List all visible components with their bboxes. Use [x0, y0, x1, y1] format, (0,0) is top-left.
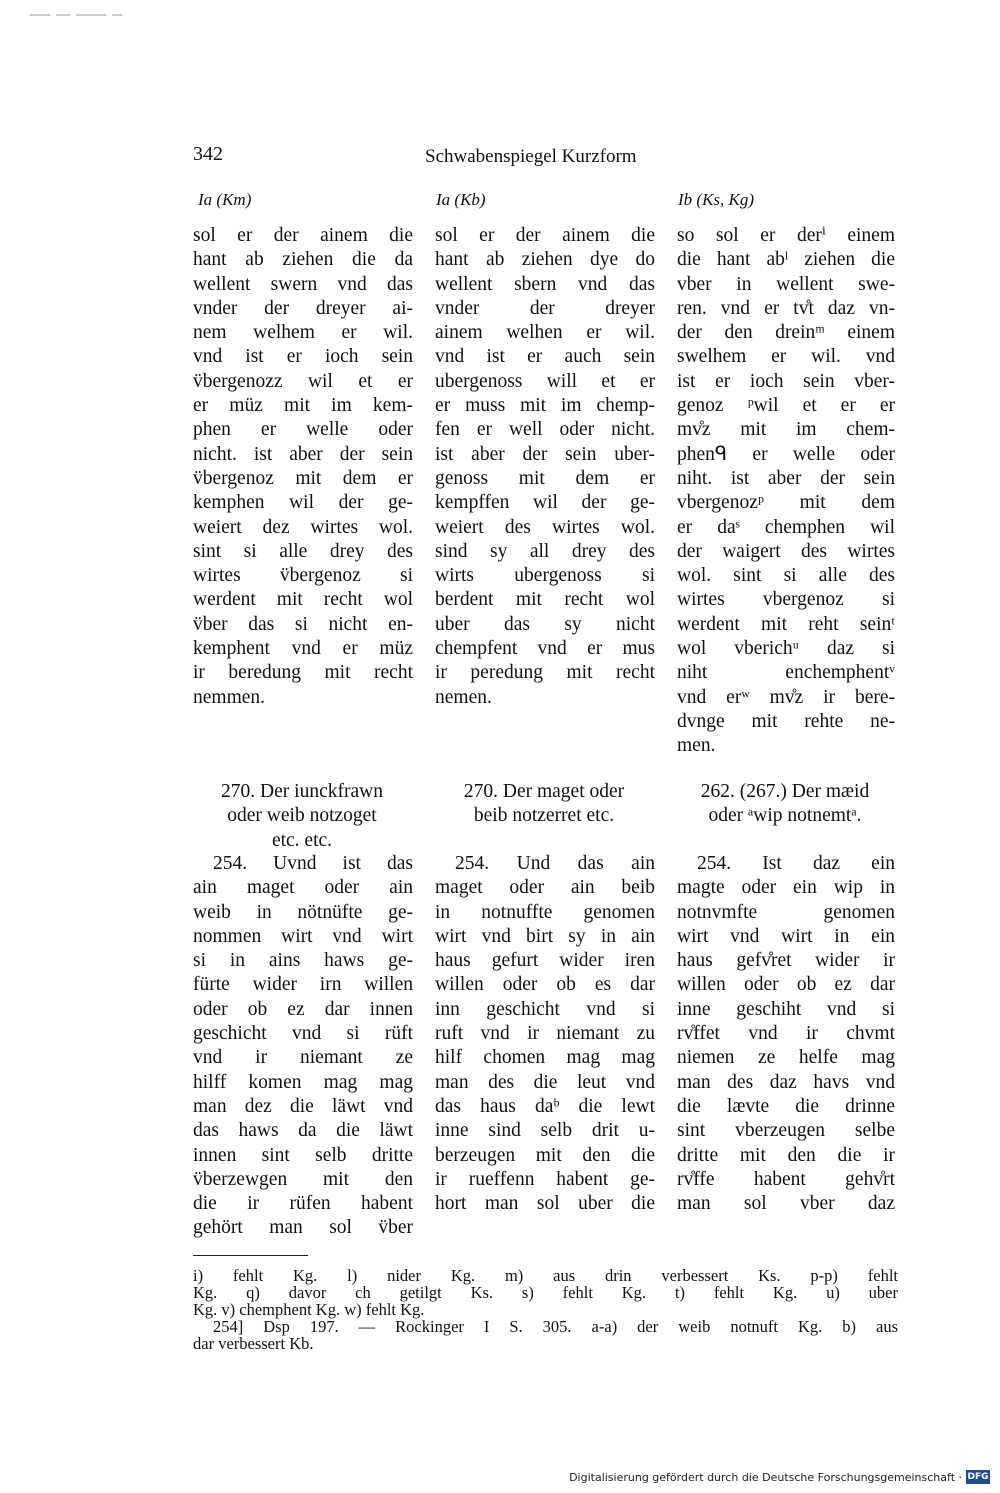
text-line: phenᑫ er welle oder: [677, 443, 895, 465]
text-line: hilff komen mag mag: [193, 1071, 413, 1093]
text-line: notnvmfte genomen: [677, 901, 895, 923]
page-number: 342: [193, 143, 223, 165]
text-line: men.: [677, 735, 716, 757]
text-line: ir peredung mit recht: [435, 662, 655, 684]
text-line: man des die leut vnd: [435, 1071, 655, 1093]
text-line: fen er well oder nicht.: [435, 419, 655, 441]
text-line: berzeugen mit den die: [435, 1144, 655, 1166]
text-line: weiert des wirtes wol.: [435, 516, 655, 538]
text-line: so sol er derⁱ einem: [677, 225, 895, 246]
text-line: ist er ioch sein vber-: [677, 370, 895, 392]
text-line: gehört man sol v̈ber: [193, 1217, 413, 1239]
text-line: geschicht vnd si rüft: [193, 1023, 413, 1045]
text-line: willen oder ob es dar: [435, 974, 655, 996]
section-body-2: [435, 852, 655, 1216]
text-line: oder ob ez dar innen: [193, 998, 413, 1020]
text-line: magte oder ein wip in: [677, 877, 895, 899]
text-line: vnd ist er auch sein: [435, 346, 655, 368]
text-line: nemmen.: [193, 686, 266, 708]
text-line: hant ab ziehen dye do: [435, 249, 655, 271]
text-line: inne sind selb drit u-: [435, 1120, 655, 1142]
text-line: niemen ze helfe mag: [677, 1047, 895, 1069]
text-line: innen sint selb dritte: [193, 1144, 413, 1166]
text-line: hilf chomen mag mag: [435, 1047, 655, 1069]
footnote-line: dar verbessert Kb.: [193, 1334, 314, 1353]
text-line: das haws da die läwt: [193, 1120, 413, 1142]
text-line: hant ab ziehen die da: [193, 249, 413, 271]
text-line: niht enchemphentᵛ: [677, 662, 895, 684]
text-line: 254. Und das ain: [455, 853, 655, 874]
section-title-3: [673, 780, 897, 829]
text-line: ain maget oder ain: [193, 877, 413, 899]
column-heading-1: Ia (Km): [198, 190, 252, 209]
title-line: 262. (267.) Der mæid: [700, 781, 870, 802]
section-title-2: [432, 780, 656, 829]
running-title: Schwabenspiegel Kurzform: [425, 146, 637, 167]
text-line: weib in nötnüfte ge-: [193, 901, 413, 923]
text-line: genoz ᵖwil et er er: [677, 395, 895, 417]
text-line: weiert dez wirtes wol.: [193, 516, 413, 538]
text-line: inn geschicht vnd si: [435, 998, 655, 1020]
text-line: ir beredung mit recht: [193, 662, 413, 684]
credit-text: Digitalisierung gefördert durch die Deutsche Forschungsgemeinschaft ·: [569, 1470, 962, 1484]
dfg-logo: DFG: [967, 1472, 989, 1482]
text-line: v̈bergenoz mit dem er: [193, 467, 413, 489]
text-line: in notnuffte genomen: [435, 901, 655, 923]
text-line: wirtes v̈bergenoz si: [193, 565, 413, 587]
text-line: wirtes vbergenoz si: [677, 589, 895, 611]
column-text-2: [435, 224, 655, 710]
footnote-rule: [193, 1255, 308, 1256]
text-line: willen oder ob ez dar: [677, 974, 895, 996]
text-line: sint si alle drey des: [193, 540, 413, 562]
text-line: nem welhem er wil.: [193, 322, 413, 344]
text-line: wellent swern vnd das: [193, 273, 413, 295]
text-line: ren. vnd er tv̊t daz vn-: [677, 297, 895, 319]
text-line: nicht. ist aber der sein: [193, 443, 413, 465]
text-line: sint vberzeugen selbe: [677, 1120, 895, 1142]
text-line: rv̊ffe habent gehv̊rt: [677, 1168, 895, 1190]
text-line: er daˢ chemphen wil: [677, 516, 895, 538]
text-line: vnd erʷ mv̊z ir bere-: [677, 686, 895, 708]
text-line: ainem welhen er wil.: [435, 322, 655, 344]
text-line: hort man sol uber die: [435, 1193, 655, 1215]
text-line: rv̊ffet vnd ir chvmt: [677, 1023, 895, 1045]
text-line: v̈berzewgen mit den: [193, 1168, 413, 1190]
scan-artifact: [30, 3, 150, 7]
text-line: man sol vber daz: [677, 1193, 895, 1215]
text-line: wirt vnd birt sy in ain: [435, 925, 655, 947]
text-line: phen er welle oder: [193, 419, 413, 441]
title-line: 270. Der iunckfrawn: [221, 781, 383, 802]
text-line: vber in wellent swe-: [677, 273, 895, 295]
section-body-3: [677, 852, 895, 1216]
column-text-1: [193, 224, 413, 710]
funding-credit: [569, 1470, 990, 1484]
footnote-line: i) fehlt Kg. l) nider Kg. m) aus drin verbessert Ks. p-p) fehlt: [193, 1266, 898, 1285]
text-line: 254. Uvnd ist das: [213, 853, 413, 874]
text-line: ist aber der sein uber-: [435, 443, 655, 465]
text-line: die lævte die drinne: [677, 1095, 895, 1117]
section-title-1: [190, 780, 414, 853]
text-line: ubergenoss will et er: [435, 370, 655, 392]
text-line: vnder der dreyer: [435, 297, 655, 319]
section-body-1: [193, 852, 413, 1241]
text-line: chempfent vnd er mus: [435, 638, 655, 660]
text-line: berdent mit recht wol: [435, 589, 655, 611]
title-line: oder weib notzoget: [227, 805, 377, 827]
text-line: er müz mit im kem-: [193, 395, 413, 417]
column-heading-2: Ia (Kb): [436, 190, 486, 209]
title-line: 270. Der maget oder: [463, 781, 625, 802]
text-line: haus gefv̊ret wider ir: [677, 950, 895, 972]
text-line: kempffen wil der ge-: [435, 492, 655, 514]
text-line: vbergenozᵖ mit dem: [677, 492, 895, 514]
text-line: kemphen wil der ge-: [193, 492, 413, 514]
text-line: mv̊z mit im chem-: [677, 419, 895, 441]
text-line: er muss mit im chemp-: [435, 395, 655, 417]
text-line: wellent sbern vnd das: [435, 273, 655, 295]
text-line: uber das sy nicht: [435, 613, 655, 635]
text-line: si in ains haws ge-: [193, 950, 413, 972]
title-line: oder ᵃwip notnemtᵃ.: [708, 805, 862, 827]
text-line: man dez die läwt vnd: [193, 1095, 413, 1117]
text-line: swelhem er wil. vnd: [677, 346, 895, 368]
column-text-3: [677, 224, 895, 759]
text-line: fürte wider irn willen: [193, 974, 413, 996]
text-line: kemphent vnd er müz: [193, 638, 413, 660]
text-line: genoss mit dem er: [435, 467, 655, 489]
text-line: 254. Ist daz ein: [697, 853, 895, 874]
text-line: wol. sint si alle des: [677, 565, 895, 587]
text-line: v̈ber das si nicht en-: [193, 613, 413, 635]
text-line: dvnge mit rehte ne-: [677, 710, 895, 732]
text-line: die hant abˡ ziehen die: [677, 249, 895, 271]
text-line: sind sy all drey des: [435, 540, 655, 562]
text-line: sol er der ainem die: [193, 225, 413, 246]
column-heading-3: Ib (Ks, Kg): [678, 190, 755, 209]
text-line: wirts ubergenoss si: [435, 565, 655, 587]
text-line: nommen wirt vnd wirt: [193, 925, 413, 947]
text-line: werdent mit recht wol: [193, 589, 413, 611]
title-line: beib notzerret etc.: [473, 805, 615, 827]
text-line: die ir rüfen habent: [193, 1193, 413, 1215]
text-line: das haus daᵇ die lewt: [435, 1095, 655, 1117]
text-line: vnder der dreyer ai-: [193, 297, 413, 319]
text-line: der den dreinᵐ einem: [677, 322, 895, 344]
text-line: wirt vnd wirt in ein: [677, 925, 895, 947]
text-line: vnd ir niemant ze: [193, 1047, 413, 1069]
footnote-line: 254] Dsp 197. — Rockinger I S. 305. a-a) der weib notnuft Kg. b) aus: [213, 1317, 898, 1336]
text-line: werdent mit reht seinᵗ: [677, 613, 895, 635]
text-line: sol er der ainem die: [435, 225, 655, 246]
text-line: v̈bergenozz wil et er: [193, 370, 413, 392]
text-line: ruft vnd ir niemant zu: [435, 1023, 655, 1045]
text-line: vnd ist er ioch sein: [193, 346, 413, 368]
text-line: niht. ist aber der sein: [677, 467, 895, 489]
footnote-line: Kg. q) davor ch getilgt Ks. s) fehlt Kg. t) fehlt Kg. u) uber: [193, 1283, 898, 1302]
text-line: der waigert des wirtes: [677, 540, 895, 562]
footnotes: [193, 1268, 898, 1353]
text-line: inne geschiht vnd si: [677, 998, 895, 1020]
text-line: wol vberichᵘ daz si: [677, 638, 895, 660]
text-line: ir rueffenn habent ge-: [435, 1168, 655, 1190]
text-line: maget oder ain beib: [435, 877, 655, 899]
text-line: man des daz havs vnd: [677, 1071, 895, 1093]
text-line: haus gefurt wider iren: [435, 950, 655, 972]
text-line: dritte mit den die ir: [677, 1144, 895, 1166]
title-line: etc. etc.: [271, 829, 333, 851]
text-line: nemen.: [435, 686, 492, 708]
footnote-line: Kg. v) chemphent Kg. w) fehlt Kg.: [193, 1300, 425, 1319]
